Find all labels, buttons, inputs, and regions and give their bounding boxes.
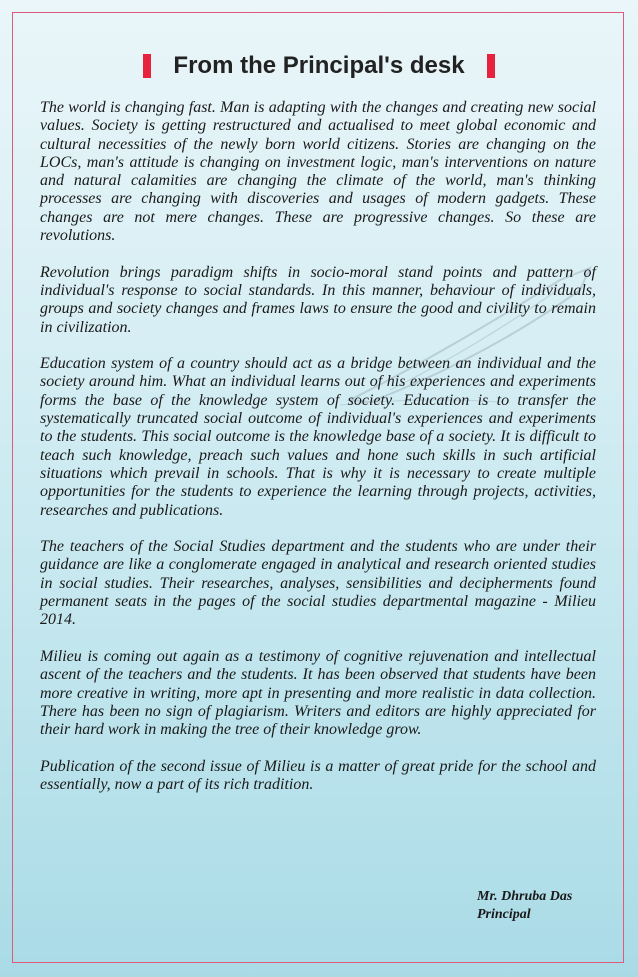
title-right-bar [487, 54, 495, 78]
signatory-name: Mr. Dhruba Das [477, 889, 573, 904]
page-title: From the Principal's desk [173, 52, 465, 79]
title-left-bar [143, 54, 151, 78]
paragraph: Milieu is coming out again as a testimony of cognitive rejuvenation and intellectual ascent of the teachers and the students. It has been observed that students have been more creative in writing, more apt in presenting and more realistic in data collection. There has been no sign of plagiarism. Writers and editors are highly appreciated for their hard work in making the tree of their knowledge grow. [40, 647, 596, 739]
signatory-designation: Principal [477, 907, 531, 923]
paragraph: Publication of the second issue of Milieu is a matter of great pride for the school and essentially, now a part of its rich tradition. [40, 757, 596, 793]
paragraph: The teachers of the Social Studies department and the students who are under their guidance are like a conglomerate engaged in analytical and research oriented studies in social studies. Their researches, analyses, sensibilities and decipherments found permanent seats in the pages of the social studies departmental magazine - Milieu 2014. [40, 538, 596, 629]
message-body [40, 99, 596, 813]
header [0, 50, 638, 82]
paragraph: Education system of a country should act as a bridge between an individual and the society around him. What an individual learns out of his experiences and experiments forms the base of the knowledge system of society. Education is to transfer the systematically truncated social outcome of individual's experiences and experiments to the students. This social outcome is the knowledge base of a society. It is difficult to teach such knowledge, preach such values and hone such skills in such artificial situations which prevail in schools. That is why it is necessary to create multiple opportunities for the students to experience the learning through projects, activities, researches and publications. [40, 355, 596, 519]
paragraph: The world is changing fast. Man is adapting with the changes and creating new social values. Society is getting restructured and actualised to meet global economic and cultural necessities of the newly born world citizens. Stories are changing on the LOCs, man's attitude is changing on investment logic, man's interventions on nature and natural calamities are changing the climate of the world, man's thinking processes are changing with discoveries and usages of modern gadgets. These changes are not mere changes. These are progressive changes. So these are revolutions. [40, 99, 596, 245]
paragraph: Revolution brings paradigm shifts in socio-moral stand points and pattern of individual's response to social standards. In this manner, behaviour of individuals, groups and society changes and frames laws to ensure the good and civility to remain in civilization. [40, 263, 596, 336]
signature-block [477, 888, 572, 925]
